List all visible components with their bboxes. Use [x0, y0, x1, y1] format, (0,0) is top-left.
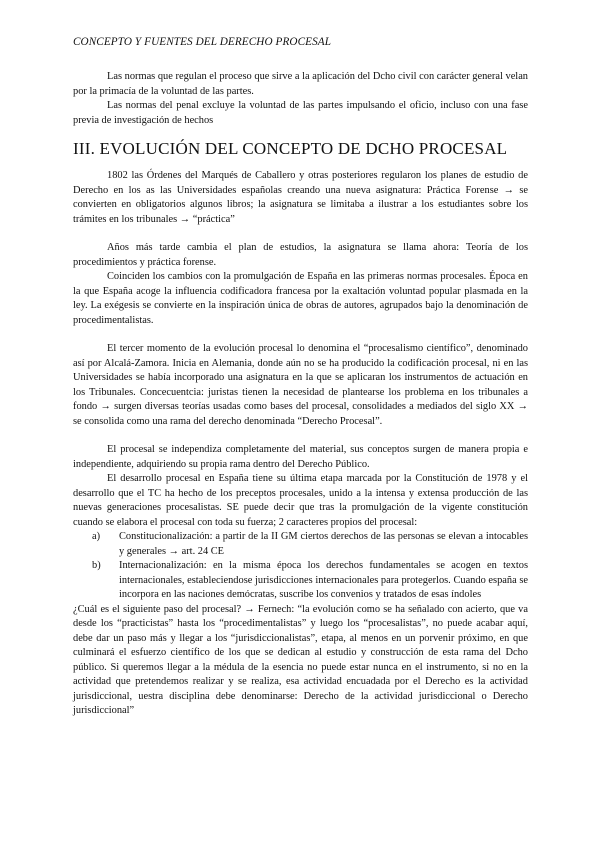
list-marker: a)	[92, 531, 101, 542]
closing-paragraph: ¿Cuál es el siguiente paso del procesal? → Fernech: “la evolución como se ha señalado con acierto, que va desde los “practicistas” hasta los “procedimentalistas” y luego los “procesalistas”, no puede acabar aquí, debe dar un paso más y llegar a los “jurisdiccionalistas”, etapa, al menos en un porvenir próximo, en que culminará el esfuerzo científico de los que se dedican al estudio y construcción de esta rama del Dcho público. Si queremos llegar a la médula de la esencia no puede estar nunca en el instrumento, si no en la actividad que pretendemos realizar y se realiza, esa actividad encuadada por el Derecho es la actividad jurisdiccional, uestra disciplina debe denominarse: Derecho de la actividad jurisdiccional o Derecho jurisdiccional”	[73, 603, 528, 716]
intro-paragraph-1: Las normas que regulan el proceso que sirve a la aplicación del Dcho civil con carácter general velan por la primacía de la voluntad de las partes.	[73, 71, 528, 97]
spacer	[73, 328, 528, 342]
paragraph-plan-estudios: Años más tarde cambia el plan de estudios, la asignatura se llama ahora: Teoría de los procedimientos y práctica forense.	[73, 242, 528, 268]
running-header: CONCEPTO Y FUENTES DEL DERECHO PROCESAL	[73, 36, 332, 48]
paragraph-independencia: El procesal se independiza completamente del material, sus conceptos surgen de manera propia e independiente, adquiriendo su propia rama dentro del Derecho Público.	[73, 444, 528, 470]
paragraph-procesalismo-cientifico: El tercer momento de la evolución procesal lo denomina el “procesalismo científico”, denominado así por Alcalá-Zamora. Inicia en Alemania, donde aún no se ha producido la codificación procesal, ni en las Universidades se había incorporado una asignatura en la que se aplicaran los instrumentos de actuación en los Tribunales. Concecuentcia: juristas tienen la necesidad de plantearse los problema en los tribunales a fondo → surgen diversas teorías usadas como bases del procesal, consolidades a mediados del siglo XX → se consolida como una rama del derecho denominada “Derecho Procesal”.	[73, 343, 528, 427]
spacer	[73, 429, 528, 443]
list-item	[92, 559, 528, 603]
document-body	[73, 70, 528, 719]
paragraph-1802: 1802 las Órdenes del Marqués de Caballero y otras posteriores regularon los planes de estudio de Derecho en los as las Universidades españolas creando una nueva asignatura: Práctica Forense → se convierten en obligatorios algunos libros; la asignatura se limitaba a ilustrar a los estudiantes sobre los trámites en los tribunales → “práctica”	[73, 170, 528, 225]
list-item-text: Constitucionalización: a partir de la II GM ciertos derechos de las personas se elevan a intocables y generales → art. 24 CE	[119, 531, 528, 557]
spacer	[73, 227, 528, 241]
list-item	[92, 530, 528, 559]
list-marker: b)	[92, 560, 101, 571]
section-title: III. EVOLUCIÓN DEL CONCEPTO DE DCHO PROCESAL	[73, 139, 508, 158]
paragraph-normas-procesales: Coinciden los cambios con la promulgación de España en las primeras normas procesales. Época en la que España acoge la influencia codificadora francesa por la exaltación voluntad popular plasmada en la ley. La exégesis se convierte en la inspiración única de obras de autores, agrupados bajo la denominación de procedimentalistas.	[73, 271, 528, 326]
list-item-text: Internacionalización: en la misma época los derechos fundamentales se acogen en textos internacionales, estableciendose jurisdicciones internacionales para protegerlos. Cuando españa se incorpora en las naciones demócratas, suscribe los convenios y tratados de esas índoles	[119, 560, 528, 600]
paragraph-desarrollo-espana: El desarrollo procesal en España tiene su última etapa marcada por la Constitución de 1978 y el desarrollo que el TC ha hecho de los preceptos procesales, unido a la intensa y extensa producción de las nuevas generaciones procesalistas. SE puede decir que tras la promulgación de la vigente constitución cuando se elabora el procesal con toda su fuerza; 2 caracteres propios del procesal:	[73, 473, 528, 528]
intro-paragraph-2: Las normas del penal excluye la voluntad de las partes impulsando el oficio, incluso con una fase previa de investigación de hechos	[73, 100, 528, 126]
characteristics-list	[73, 530, 528, 603]
